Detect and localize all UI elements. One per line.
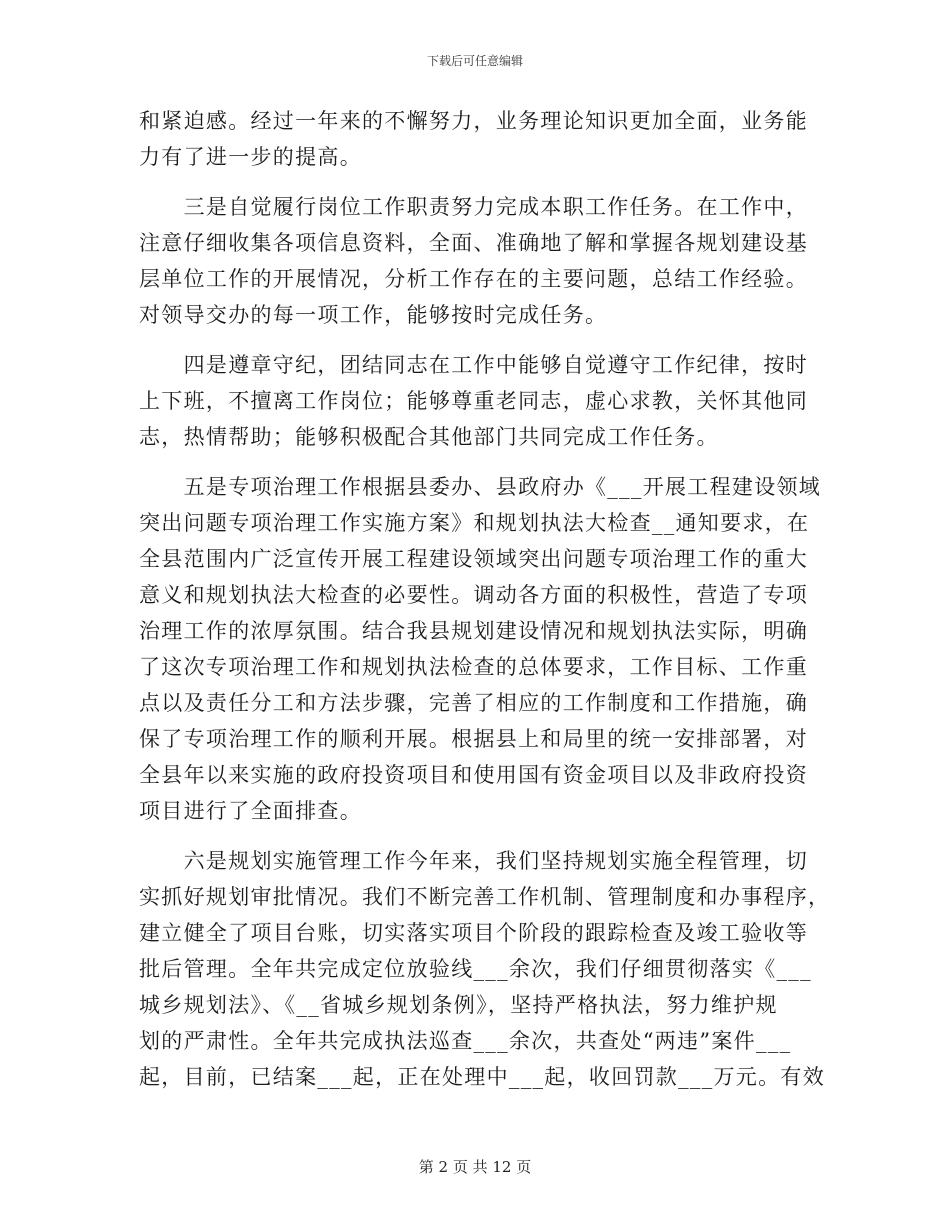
- body-line: 城乡规划法》、《__省城乡规划条例》，坚持严格执法，努力维护规: [139, 993, 778, 1017]
- body-line: 上下班，不擅离工作岗位；能够尊重老同志，虚心求教，关怀其他同: [139, 389, 808, 413]
- body-line: 保了专项治理工作的顺利开展。根据县上和局里的统一安排部署，对: [139, 727, 808, 751]
- paragraph-gap: [139, 175, 811, 189]
- body-line: 突出问题专项治理工作实施方案》和规划执法大检查__通知要求，在: [139, 511, 810, 535]
- body-line: 意义和规划执法大检查的必要性。调动各方面的积极性，营造了专项: [139, 583, 808, 607]
- body-line: 批后管理。全年共完成定位放验线___余次，我们仔细贯彻落实《___: [139, 957, 812, 981]
- body-line: 对领导交办的每一项工作，能够按时完成任务。: [139, 303, 608, 327]
- body-line: 起，目前，已结案___起，正在处理中___起，收回罚款___万元。有效: [139, 1065, 825, 1089]
- body-line: 和紧迫感。经过一年来的不懈努力，业务理论知识更加全面，业务能: [139, 109, 808, 133]
- paragraph-gap: [139, 455, 811, 469]
- body-line: 三是自觉履行岗位工作职责努力完成本职工作任务。在工作中，: [139, 195, 808, 219]
- paragraph-gap: [139, 333, 811, 347]
- body-line: 建立健全了项目台账，切实落实项目个阶段的跟踪检查及竣工验收等: [139, 921, 808, 945]
- body-line: 划的严肃性。全年共完成执法巡查___余次，共查处“两违”案件___: [139, 1029, 792, 1053]
- body-line: 六是规划实施管理工作今年来，我们坚持规划实施全程管理，切: [139, 849, 808, 873]
- body-line: 注意仔细收集各项信息资料，全面、准确地了解和掌握各规划建设基: [139, 231, 808, 255]
- body-line: 层单位工作的开展情况，分析工作存在的主要问题，总结工作经验。: [139, 267, 808, 291]
- paragraph-gap: [139, 829, 811, 843]
- body-line: 全县范围内广泛宣传开展工程建设领域突出问题专项治理工作的重大: [139, 547, 808, 571]
- page-header: 下载后可任意编辑: [426, 54, 523, 68]
- body-line: 志，热情帮助；能够积极配合其他部门共同完成工作任务。: [139, 425, 719, 449]
- document-body: [139, 103, 831, 1095]
- body-line: 全县年以来实施的政府投资项目和使用国有资金项目以及非政府投资: [139, 763, 808, 787]
- body-line: 项目进行了全面排查。: [139, 799, 362, 823]
- body-line: 五是专项治理工作根据县委办、县政府办《___开展工程建设领域: [139, 475, 822, 499]
- body-line: 治理工作的浓厚氛围。结合我县规划建设情况和规划执法实际，明确: [139, 619, 808, 643]
- body-line: 力有了进一步的提高。: [139, 145, 362, 169]
- body-line: 四是遵章守纪，团结同志在工作中能够自觉遵守工作纪律，按时: [139, 353, 808, 377]
- page-footer: 第 2 页 共 12 页: [418, 1158, 532, 1176]
- body-line: 了这次专项治理工作和规划执法检查的总体要求，工作目标、工作重: [139, 655, 808, 679]
- body-line: 实抓好规划审批情况。我们不断完善工作机制、管理制度和办事程序，: [139, 885, 831, 909]
- body-line: 点以及责任分工和方法步骤，完善了相应的工作制度和工作措施，确: [139, 691, 808, 715]
